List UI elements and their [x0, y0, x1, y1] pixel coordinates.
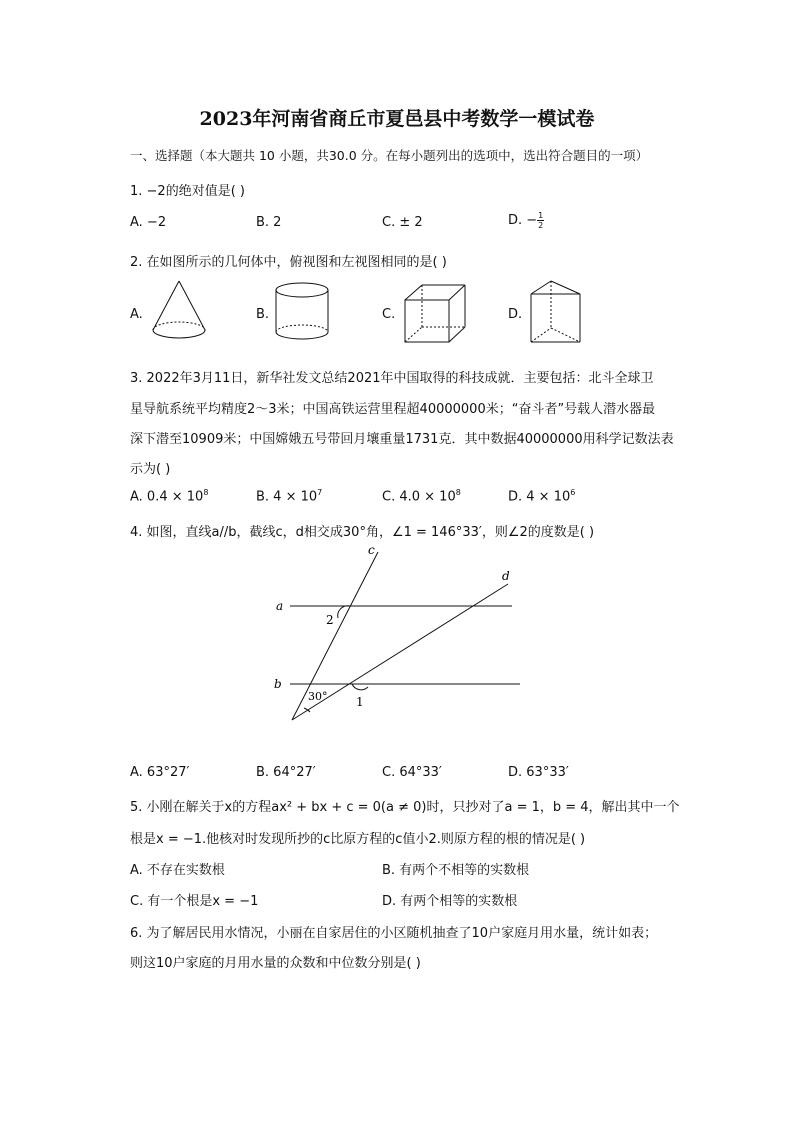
question-3-line-3: 深下潜至10909米；中国嫦娥五号带回月壤重量1731克．其中数据40000000用科学记数法表: [130, 432, 674, 447]
question-3-line-2: 星导航系统平均精度2～3米；中国高铁运营里程超40000000米；“奋斗者”号载人潜水器最: [130, 402, 656, 417]
q4-option-a: A. 63°27′: [130, 765, 190, 780]
question-1-stem: 1. −2的绝对值是( ): [130, 184, 245, 199]
question-4-stem: 4. 如图，直线a//b，截线c，d相交成30°角，∠1 = 146°33′，则∠2的度数是( ): [130, 525, 595, 540]
question-3-line-1: 3. 2022年3月11日，新华社发文总结2021年中国取得的科技成就．主要包括：北斗全球卫: [130, 371, 654, 386]
q3-option-c: [382, 488, 461, 504]
q5-option-c: C. 有一个根是x = −1: [130, 894, 259, 909]
cone-figure: [148, 278, 212, 346]
question-2-stem: 2. 在如图所示的几何体中，俯视图和左视图相同的是( ): [130, 255, 447, 270]
cylinder-figure: [272, 280, 334, 344]
q1-option-d-prefix: D. −: [508, 213, 538, 228]
q3-option-b-base: B. 4 × 10: [256, 489, 318, 505]
q2-option-c: C.: [382, 307, 396, 322]
q2-option-d: D.: [508, 307, 523, 322]
q3-option-b-exponent: 7: [317, 488, 323, 497]
cube-figure: [402, 282, 468, 346]
q3-option-a: [130, 488, 208, 504]
q2-option-b: B.: [256, 307, 270, 322]
label-angle-1: 1: [356, 695, 364, 709]
fraction: [537, 211, 544, 230]
q3-option-c-exponent: 8: [455, 488, 461, 497]
label-c: c: [368, 543, 375, 557]
q4-option-b: B. 64°27′: [256, 765, 316, 780]
q3-option-b: [256, 488, 322, 504]
question-6-line-2: 则这10户家庭的月用水量的众数和中位数分别是( ): [130, 956, 421, 971]
fraction-numerator: 1: [538, 211, 544, 220]
q3-option-c-base: C. 4.0 × 10: [382, 489, 456, 505]
q1-option-a: A. −2: [130, 215, 167, 230]
label-30-degrees: 30°: [308, 690, 328, 703]
question-6-line-1: 6. 为了解居民用水情况，小丽在自家居住的小区随机抽查了10户家庭月用水量，统计如表；: [130, 926, 658, 941]
page-title: 2023年河南省商丘市夏邑县中考数学一模试卷: [199, 108, 595, 130]
q4-option-c: C. 64°33′: [382, 765, 442, 780]
q3-option-a-exponent: 8: [203, 488, 209, 497]
q5-option-b: B. 有两个不相等的实数根: [382, 863, 530, 878]
fraction-denominator: 2: [538, 221, 544, 230]
label-a: a: [276, 599, 284, 613]
label-d: d: [502, 569, 510, 583]
label-angle-2: 2: [326, 613, 334, 627]
q1-option-b: B. 2: [256, 215, 282, 230]
q3-option-d: [508, 488, 575, 504]
parallel-lines-figure: [260, 540, 540, 730]
q3-option-d-base: D. 4 × 10: [508, 489, 571, 505]
q5-option-d: D. 有两个相等的实数根: [382, 894, 518, 909]
q2-option-a: A.: [130, 307, 143, 322]
q3-option-d-exponent: 6: [570, 488, 576, 497]
triangular-prism-figure: [528, 278, 584, 346]
question-5-line-1: 5. 小刚在解关于x的方程ax² + bx + c = 0(a ≠ 0)时，只抄对了a = 1，b = 4，解出其中一个: [130, 800, 680, 815]
label-b: b: [274, 677, 282, 691]
section-heading: 一、选择题（本大题共 10 小题，共30.0 分。在每小题列出的选项中，选出符合题目的一项）: [130, 148, 649, 163]
question-3-line-4: 示为( ): [130, 462, 171, 477]
q4-option-d: D. 63°33′: [508, 765, 569, 780]
q3-option-a-base: A. 0.4 × 10: [130, 489, 204, 505]
q5-option-a: A. 不存在实数根: [130, 863, 225, 878]
q1-option-c: C. ± 2: [382, 215, 423, 230]
question-5-line-2: 根是x = −1.他核对时发现所抄的c比原方程的c值小2.则原方程的根的情况是( ): [130, 832, 586, 847]
q1-option-d: [508, 211, 544, 230]
